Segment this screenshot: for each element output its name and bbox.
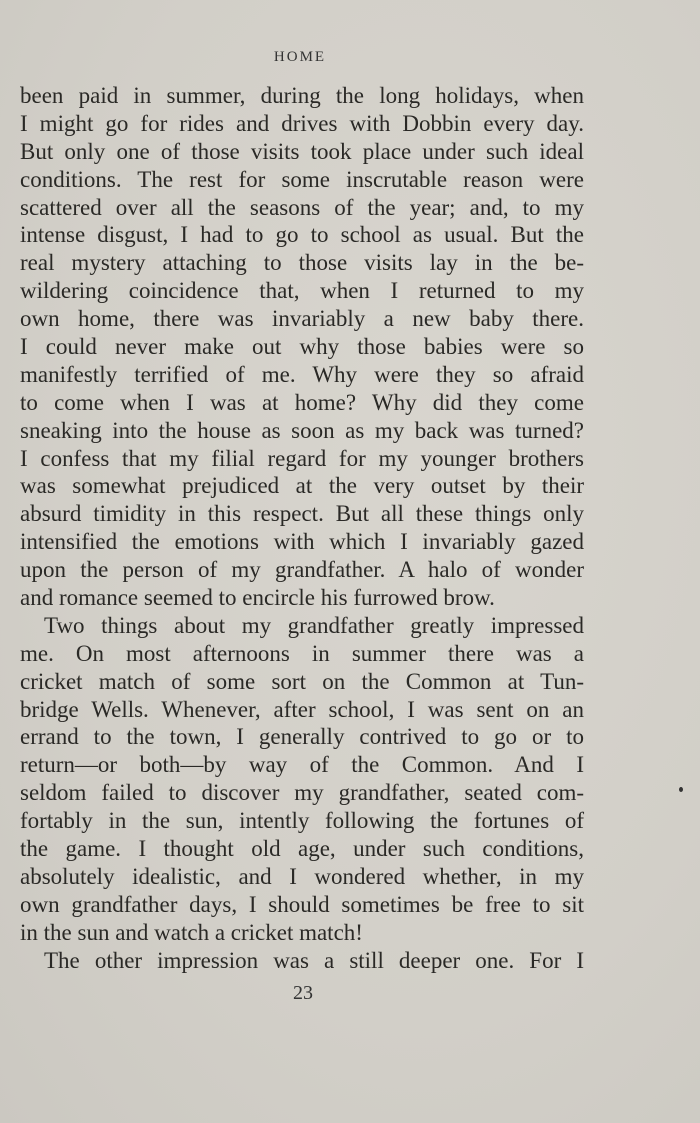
text-line: The other impression was a still deeper one. For I bbox=[44, 947, 584, 973]
text-line: manifestly terrified of me. Why were they so afraid bbox=[20, 361, 584, 387]
text-line: I might go for rides and drives with Dobbin every day. bbox=[20, 110, 584, 136]
text-line: I confess that my filial regard for my younger brothers bbox=[20, 445, 584, 471]
text-line: own home, there was invariably a new baby there. bbox=[20, 306, 584, 332]
text-line: But only one of those visits took place under such ideal bbox=[20, 138, 584, 164]
text-line: been paid in summer, during the long holidays, when bbox=[20, 83, 584, 108]
text-line: Two things about my grandfather greatly impressed bbox=[44, 612, 584, 638]
text-line: to come when I was at home? Why did they come bbox=[20, 389, 584, 415]
text-line: real mystery attaching to those visits lay in the be- bbox=[20, 250, 584, 276]
text-line: the game. I thought old age, under such conditions, bbox=[20, 836, 584, 862]
text-line: conditions. The rest for some inscrutable reason were bbox=[20, 166, 584, 192]
text-line: absolutely idealistic, and I wondered whether, in my bbox=[20, 863, 584, 889]
body-text bbox=[20, 82, 584, 975]
text-line: me. On most afternoons in summer there was a bbox=[20, 640, 584, 666]
text-line: was somewhat prejudiced at the very outset by their bbox=[20, 473, 584, 499]
text-line: intensified the emotions with which I invariably gazed bbox=[20, 529, 584, 555]
text-line: seldom failed to discover my grandfather, seated com- bbox=[20, 780, 584, 806]
page-number: 23 bbox=[293, 982, 313, 1004]
text-line: intense disgust, I had to go to school as usual. But the bbox=[20, 222, 584, 248]
text-line: in the sun and watch a cricket match! bbox=[20, 919, 363, 945]
text-line: scattered over all the seasons of the year; and, to my bbox=[20, 194, 584, 220]
text-line: return—or both—by way of the Common. And I bbox=[20, 752, 584, 778]
text-line: sneaking into the house as soon as my back was turned? bbox=[20, 417, 584, 443]
text-line: and romance seemed to encircle his furrowed brow. bbox=[20, 585, 495, 611]
ink-speck bbox=[679, 787, 683, 792]
text-line: upon the person of my grandfather. A halo of wonder bbox=[20, 557, 584, 583]
text-line: cricket match of some sort on the Common at Tun- bbox=[20, 668, 584, 694]
running-head: HOME bbox=[273, 49, 327, 65]
text-line: I could never make out why those babies were so bbox=[20, 334, 584, 360]
text-line: errand to the town, I generally contrived to go or to bbox=[20, 724, 584, 750]
text-line: wildering coincidence that, when I returned to my bbox=[20, 278, 584, 304]
text-line: own grandfather days, I should sometimes be free to sit bbox=[20, 891, 584, 917]
text-line: bridge Wells. Whenever, after school, I was sent on an bbox=[20, 696, 584, 722]
text-line: fortably in the sun, intently following the fortunes of bbox=[20, 808, 584, 834]
text-line: absurd timidity in this respect. But all these things only bbox=[20, 501, 584, 527]
